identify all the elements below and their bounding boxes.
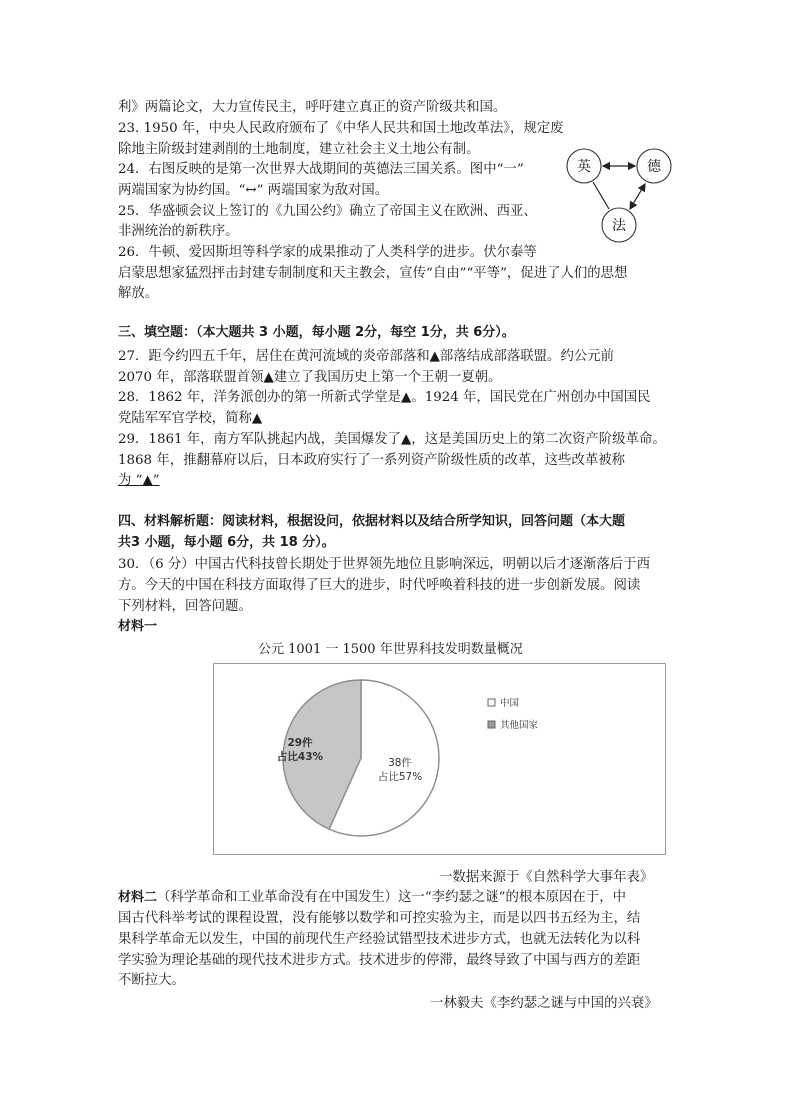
section-3-heading: 三、填空题：（本大题共 3 小题，每小题 2分，每空 1分，共 6分）。 <box>118 325 515 340</box>
question-23-line1: 23. 1950 年，中央人民政府颁布了《中华人民共和国土地改革法》，规定废 <box>118 121 564 136</box>
material-2-text: （科学革命和工业革命没有在中国发生）这一“李约瑟之谜”的根本原因在于，中 <box>157 890 626 905</box>
legend-label: 中国 <box>500 698 520 709</box>
question-29-line2: 1868 年，推翻幕府以后，日本政府实行了一系列资产阶级性质的改革，这些改革被称 <box>118 453 626 468</box>
alliance-diagram <box>560 142 680 247</box>
question-30-line3: 下列材料，回答问题。 <box>118 599 252 614</box>
france-label: 法 <box>612 218 626 234</box>
material-2-label: 材料二 <box>118 890 158 905</box>
slice-label-count: 38件 <box>388 757 412 769</box>
text-line: 利》两篇论文，大力宣传民主，呼吁建立真正的资产阶级共和国。 <box>118 100 507 115</box>
question-26-line2: 启蒙思想家猛烈抨击封建专制制度和天主教会，宣传“自由”“平等”，促进了人们的思想 <box>118 266 628 281</box>
question-25-line2: 非洲统治的新秩序。 <box>118 224 239 239</box>
material-1-source: 一数据来源于《自然科学大事年表》 <box>439 870 654 885</box>
question-27-line2: 2070 年，部落联盟首领▲建立了我国历史上第一个王朝一夏朝。 <box>118 370 502 385</box>
section-4-heading-line1: 四、材料解析题：阅读材料，根据设问，依据材料以及结合所学知识，回答问题（本大题 <box>118 514 626 529</box>
pie-chart-frame <box>213 663 666 855</box>
legend-swatch-others <box>488 721 495 728</box>
britain-label: 英 <box>577 159 591 175</box>
chart-title: 公元 1001 一 1500 年世界科技发明数量概况 <box>258 642 523 657</box>
question-26-line1: 26．牛顿、爱因斯坦等科学家的成果推动了人类科学的进步。伏尔泰等 <box>118 245 537 260</box>
pie-chart <box>214 664 665 854</box>
question-29-line3: 为 “▲” <box>118 473 160 488</box>
material-2-line4: 学实验为理论基础的现代技术进步方式。技术进步的停滞，最终导致了中国与西方的差距 <box>118 953 641 968</box>
slice-label-percent: 占比43% <box>276 751 324 763</box>
question-25-line1: 25．华盛顿会议上签订的《九国公约》确立了帝国主义在欧洲、西亚、 <box>118 204 537 219</box>
material-2-line5: 不断拉大。 <box>118 973 185 988</box>
enemy-arrow <box>630 184 645 209</box>
slice-label-count: 29件 <box>287 737 313 749</box>
question-26-line3: 解放。 <box>118 286 159 301</box>
material-1-label: 材料一 <box>118 619 158 634</box>
legend-swatch-china <box>488 699 495 706</box>
question-28-line2: 党陆军军官学校，简称▲ <box>118 411 263 426</box>
question-29-line1: 29．1861 年，南方军队挑起内战，美国爆发了▲，这是美国历史上的第二次资产阶级革命。 <box>118 432 666 447</box>
question-24-line2: 两端国家为协约国。“↔” 两端国家为敌对国。 <box>118 183 389 198</box>
legend-label: 其他国家 <box>500 720 539 731</box>
question-28-line1: 28．1862 年，洋务派创办的第一所新式学堂是▲。1924 年，国民党在广州创办中国国民 <box>118 390 651 405</box>
question-23-line2: 除地主阶级封建剥削的土地制度，建立社会主义土地公有制。 <box>118 142 480 157</box>
section-4-heading-line2: 共3 小题，每小题 6分，共 18 分）。 <box>118 535 335 550</box>
question-27-line1: 27．距今约四五千年，居住在黄河流域的炎帝部落和▲部落结成部落联盟。约公元前 <box>118 349 615 364</box>
question-30-line2: 方。今天的中国在科技方面取得了巨大的进步，时代呼唤着科技的进一步创新发展。阅读 <box>118 578 641 593</box>
slice-label-percent: 占比57% <box>377 771 423 783</box>
question-30-line1: 30．（6 分）中国古代科技曾长期处于世界领先地位且影响深远，明朝以后才逐渐落后于西 <box>118 557 650 572</box>
material-2-line1 <box>118 888 626 908</box>
material-2-source: 一林毅夫《李约瑟之谜与中国的兴衰》 <box>430 996 658 1011</box>
ally-link <box>593 182 609 209</box>
material-2-line3: 果科学革命无以发生，中国的前现代生产经验试错型技术进步方式，也就无法转化为以科 <box>118 932 641 947</box>
germany-label: 德 <box>647 159 661 175</box>
question-24-line1: 24．右图反映的是第一次世界大战期间的英德法三国关系。图中“一” <box>118 162 524 177</box>
material-2-line2: 国古代科举考试的课程设置，没有能够以数学和可控实验为主，而是以四书五经为主，结 <box>118 911 641 926</box>
